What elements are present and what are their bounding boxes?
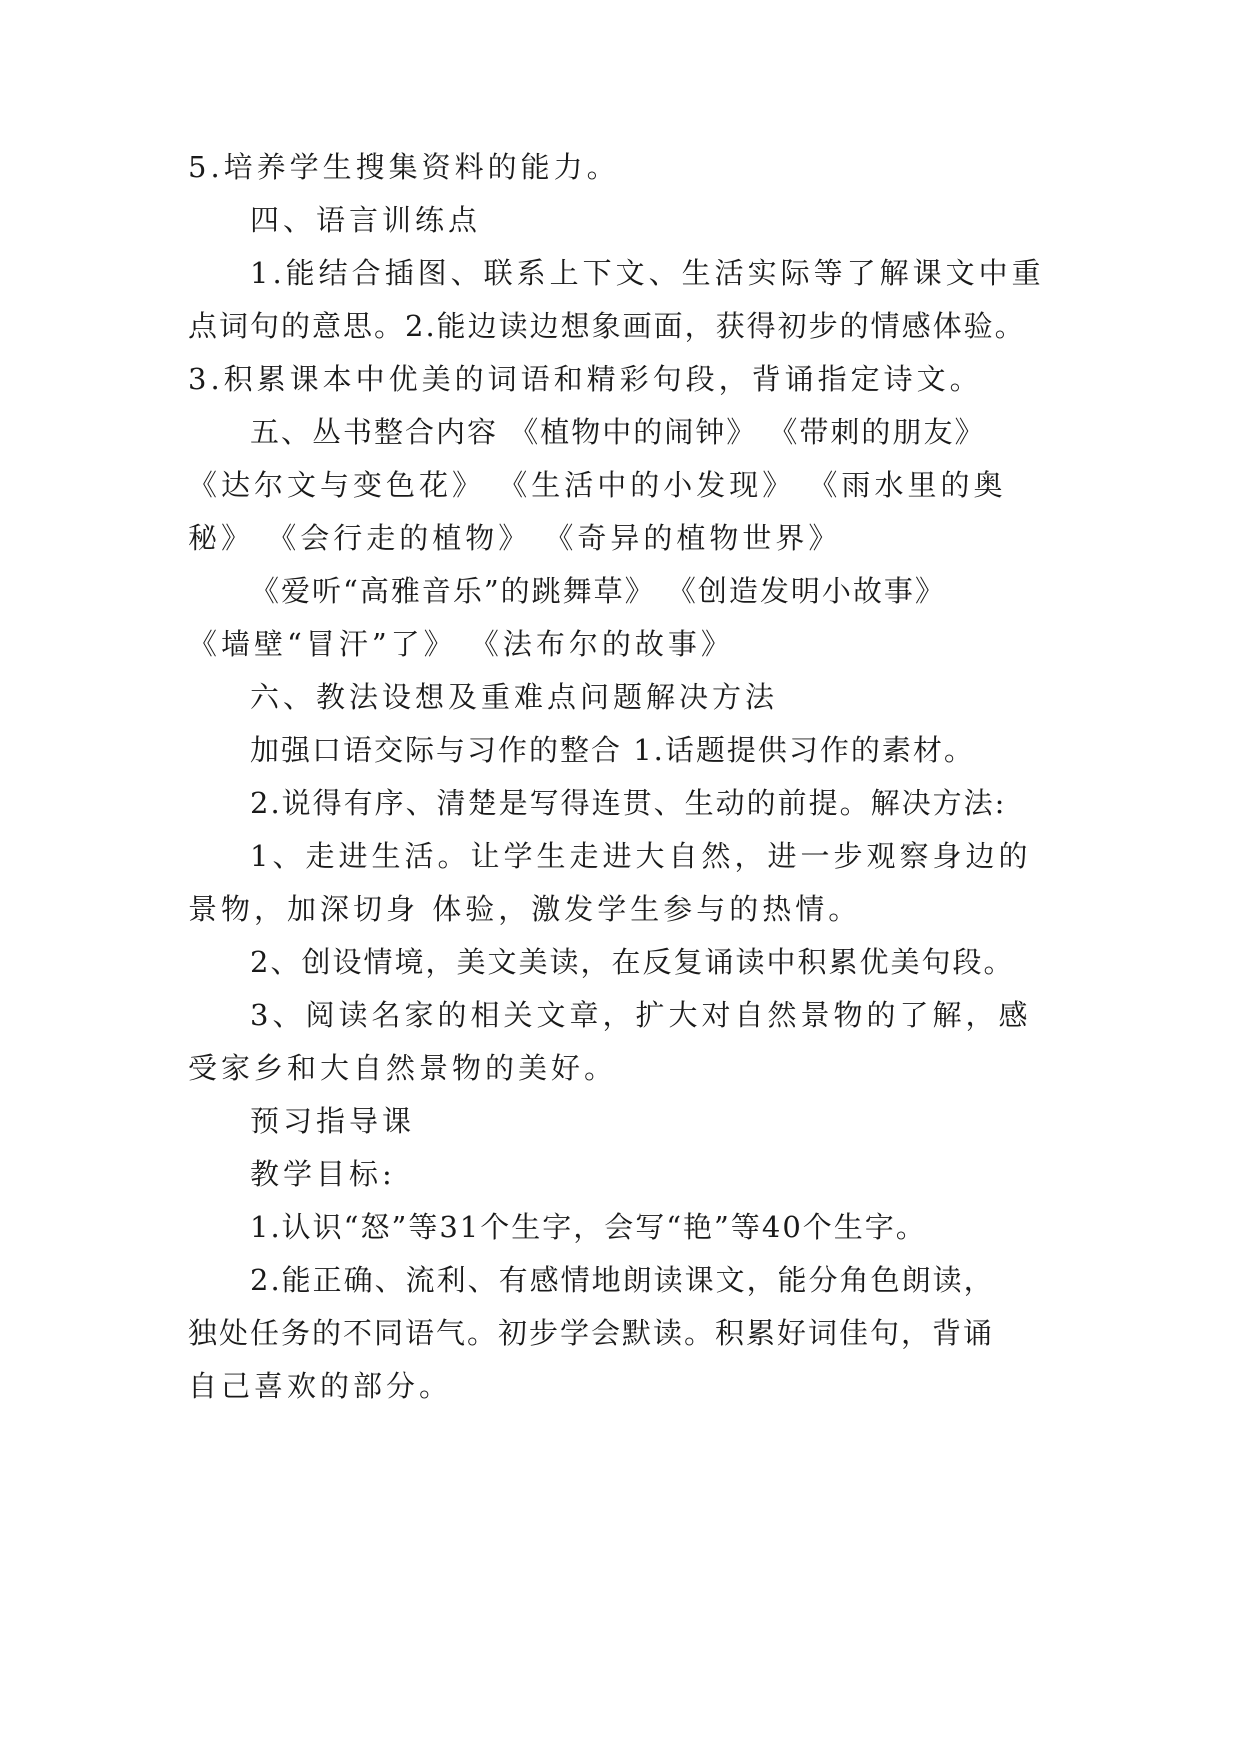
text-line: 5.培养学生搜集资料的能力。 [188,150,620,184]
text-line: 自己喜欢的部分。 [188,1369,453,1403]
section-heading: 预习指导课 [250,1104,416,1138]
text-line: 点词句的意思。2.能边读边想象画面，获得初步的情感体验。 [188,309,1026,343]
text-line: 秘》 《会行走的植物》 《奇异的植物世界》 [188,521,842,555]
text-line: 《墙壁“冒汗”了》 《法布尔的故事》 [188,627,734,661]
text-line: 1、走进生活。让学生走进大自然，进一步观察身边的 [250,839,1032,873]
section-heading: 五、丛书整合内容 《植物中的闹钟》 《带刺的朋友》 [250,415,986,449]
text-line: 2、创设情境，美文美读，在反复诵读中积累优美句段。 [250,945,1015,979]
text-line: 受家乡和大自然景物的美好。 [188,1051,618,1085]
text-line: 1.认识“怒”等31个生字，会写“艳”等40个生字。 [250,1210,927,1244]
text-line: 《爱听“高雅音乐”的跳舞草》 《创造发明小故事》 [250,574,946,608]
text-line: 3、阅读名家的相关文章，扩大对自然景物的了解，感 [250,998,1032,1032]
text-line: 2.说得有序、清楚是写得连贯、生动的前提。解决方法: [250,786,1007,820]
text-line: 2.能正确、流利、有感情地朗读课文，能分角色朗读， [250,1263,995,1297]
text-line: 景物，加深切身 体验，激发学生参与的热情。 [188,892,862,926]
section-heading: 四、语言训练点 [250,203,482,237]
section-heading: 六、教法设想及重难点问题解决方法 [250,680,779,714]
text-line: 《达尔文与变色花》 《生活中的小发现》 《雨水里的奥 [188,468,1007,502]
text-line: 独处任务的不同语气。初步学会默读。积累好词佳句，背诵 [188,1316,995,1350]
text-line: 加强口语交际与习作的整合 1.话题提供习作的素材。 [250,733,975,767]
text-line: 3.积累课本中优美的词语和精彩句段，背诵指定诗文。 [188,362,983,396]
text-line: 教学目标: [250,1157,396,1191]
text-line: 1.能结合插图、联系上下文、生活实际等了解课文中重 [250,256,1045,290]
